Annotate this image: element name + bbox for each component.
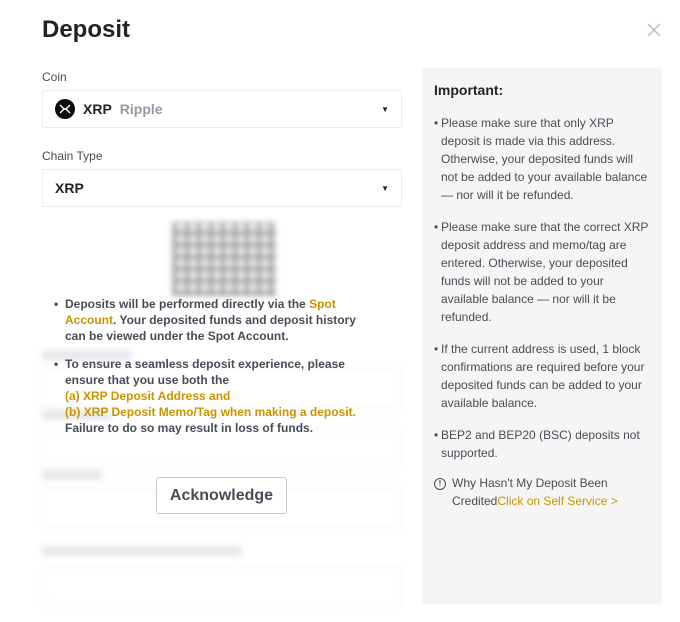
xrp-logo-icon	[55, 99, 75, 119]
coin-symbol: XRP	[83, 101, 112, 117]
modal-title: Deposit	[42, 16, 131, 43]
notice-highlight: (a) XRP Deposit Address and	[65, 389, 231, 403]
important-item: • Please make sure that the correct XRP deposit address and memo/tag are entered. Otherwise, your deposited funds will not be added to your available balance — nor will it be refunded.	[434, 220, 649, 324]
notice-text: To ensure a seamless deposit experience, please ensure that you use both the	[65, 357, 345, 387]
info-icon: !	[434, 478, 446, 490]
coin-label: Coin	[42, 70, 67, 84]
coin-select[interactable]	[42, 90, 402, 128]
deposit-notice	[54, 296, 374, 448]
qr-code-blurred	[172, 222, 276, 296]
important-item: • Please make sure that only XRP deposit is made via this address. Otherwise, your deposited funds will not be added to your available balance — nor will it be refunded.	[434, 114, 650, 204]
help-text: Why Hasn't My Deposit Been Credited	[452, 476, 608, 508]
spot-account-link[interactable]: Spot Account	[65, 297, 336, 327]
coin-name: Ripple	[119, 101, 163, 117]
chain-select[interactable]	[42, 169, 402, 207]
notice-text: . Your deposited funds and deposit history can be viewed under the Spot Account.	[65, 313, 356, 343]
chain-value: XRP	[55, 180, 84, 196]
important-item: • If the current address is used, 1 block confirmations are required before your deposited funds can be added to your available balance.	[434, 340, 650, 412]
notice-item: • To ensure a seamless deposit experience, please ensure that you use both the (a) XRP Deposit Address and (b) XRP Deposit Memo/Tag when making a deposit. Failure to do so may result in loss of funds.	[54, 357, 356, 435]
close-icon[interactable]	[645, 21, 663, 39]
important-item: • BEP2 and BEP20 (BSC) deposits not supported.	[434, 426, 650, 462]
important-panel	[422, 68, 662, 604]
important-item-text: Please make sure that only XRP deposit is made via this address. Otherwise, your deposited funds will not be added to your available balance — nor will it be refunded.	[441, 116, 648, 202]
self-service-link[interactable]: Click on Self Service >	[497, 494, 618, 508]
notice-text: Failure to do so may result in loss of funds.	[65, 421, 314, 435]
blurred-label	[42, 470, 102, 480]
help-row	[434, 474, 650, 510]
blurred-label	[42, 546, 242, 556]
blurred-field	[42, 566, 402, 606]
important-item-text: If the current address is used, 1 block confirmations are required before your deposited funds can be added to your available balance.	[441, 342, 645, 410]
caret-down-icon: ▼	[381, 184, 389, 193]
notice-text: Deposits will be performed directly via the	[65, 297, 310, 311]
important-title: Important:	[434, 82, 504, 98]
notice-highlight: (b) XRP Deposit Memo/Tag when making a deposit.	[65, 405, 356, 419]
caret-down-icon: ▼	[381, 105, 389, 114]
chain-label: Chain Type	[42, 149, 103, 163]
notice-item: • Deposits will be performed directly via the Spot Account. Your deposited funds and deposit history can be viewed under the Spot Account.	[54, 297, 356, 343]
important-item-text: Please make sure that the correct XRP deposit address and memo/tag are entered. Otherwise, your deposited funds will not be added to your available balance — nor will it be refunded.	[441, 220, 649, 324]
important-item-text: BEP2 and BEP20 (BSC) deposits not supported.	[441, 428, 640, 460]
acknowledge-button[interactable]: Acknowledge	[156, 477, 287, 514]
